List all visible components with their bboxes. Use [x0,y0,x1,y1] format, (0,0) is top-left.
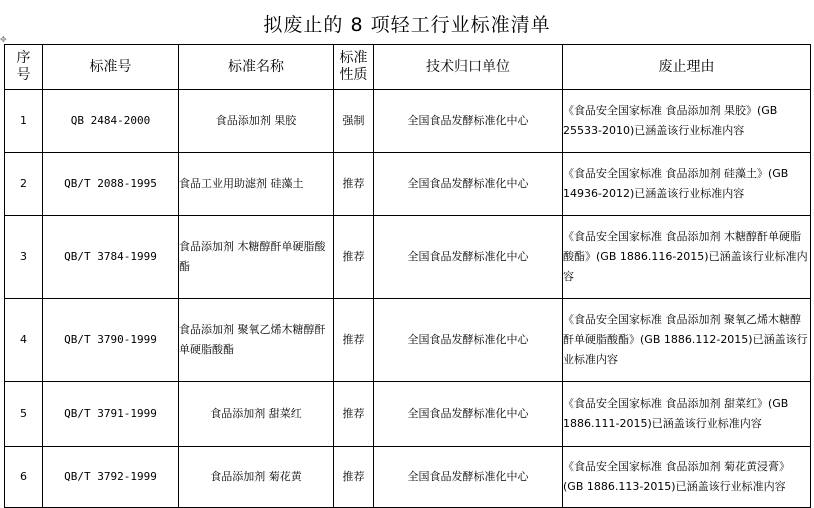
cell-unit: 全国食品发酵标准化中心 [374,90,563,153]
header-unit: 技术归口单位 [374,45,563,90]
cell-code: QB/T 3791-1999 [43,382,179,447]
cell-nature: 推荐 [334,216,374,299]
table-row [5,153,811,216]
cell-unit: 全国食品发酵标准化中心 [374,447,563,508]
cell-seq: 3 [5,216,43,299]
cell-reason: 《食品安全国家标准 食品添加剂 木糖醇酐单硬脂酸酯》(GB 1886.116-2015)已涵盖该行业标准内容 [563,216,811,299]
cell-unit: 全国食品发酵标准化中心 [374,216,563,299]
header-seq: 序 号 [5,45,43,90]
table-row [5,216,811,299]
cell-reason: 《食品安全国家标准 食品添加剂 聚氧乙烯木糖醇酐单硬脂酸酯》(GB 1886.112-2015)已涵盖该行业标准内容 [563,299,811,382]
cell-reason: 《食品安全国家标准 食品添加剂 果胶》(GB 25533-2010)已涵盖该行业标准内容 [563,90,811,153]
cell-reason: 《食品安全国家标准 食品添加剂 硅藻土》(GB 14936-2012)已涵盖该行业标准内容 [563,153,811,216]
cell-name: 食品添加剂 果胶 [179,90,334,153]
cell-name: 食品添加剂 甜菜红 [179,382,334,447]
cell-name: 食品添加剂 木糖醇酐单硬脂酸酯 [179,216,334,299]
table-row [5,447,811,508]
cell-seq: 5 [5,382,43,447]
page-title: 拟废止的 8 项轻工行业标准清单 [263,14,551,36]
header-nature: 标准 性质 [334,45,374,90]
header-name: 标准名称 [179,45,334,90]
table-header-row [5,45,811,90]
cell-reason: 《食品安全国家标准 食品添加剂 菊花黄浸膏》(GB 1886.113-2015)已涵盖该行业标准内容 [563,447,811,508]
cell-seq: 1 [5,90,43,153]
table-move-handle-icon[interactable]: ✥ [0,35,7,44]
cell-nature: 推荐 [334,299,374,382]
header-code: 标准号 [43,45,179,90]
header-reason: 废止理由 [563,45,811,90]
cell-nature: 推荐 [334,153,374,216]
standards-table [4,44,811,508]
table-row [5,382,811,447]
cell-name: 食品添加剂 菊花黄 [179,447,334,508]
cell-reason: 《食品安全国家标准 食品添加剂 甜菜红》(GB 1886.111-2015)已涵盖该行业标准内容 [563,382,811,447]
cell-name: 食品添加剂 聚氧乙烯木糖醇酐单硬脂酸酯 [179,299,334,382]
cell-code: QB/T 3790-1999 [43,299,179,382]
cell-seq: 4 [5,299,43,382]
cell-nature: 推荐 [334,382,374,447]
cell-code: QB/T 3784-1999 [43,216,179,299]
cell-code: QB 2484-2000 [43,90,179,153]
table-row [5,299,811,382]
cell-unit: 全国食品发酵标准化中心 [374,153,563,216]
cell-unit: 全国食品发酵标准化中心 [374,299,563,382]
cell-name: 食品工业用助滤剂 硅藻土 [179,153,334,216]
cell-nature: 推荐 [334,447,374,508]
cell-code: QB/T 2088-1995 [43,153,179,216]
cell-seq: 2 [5,153,43,216]
table-row [5,90,811,153]
cell-code: QB/T 3792-1999 [43,447,179,508]
cell-seq: 6 [5,447,43,508]
cell-nature: 强制 [334,90,374,153]
cell-unit: 全国食品发酵标准化中心 [374,382,563,447]
